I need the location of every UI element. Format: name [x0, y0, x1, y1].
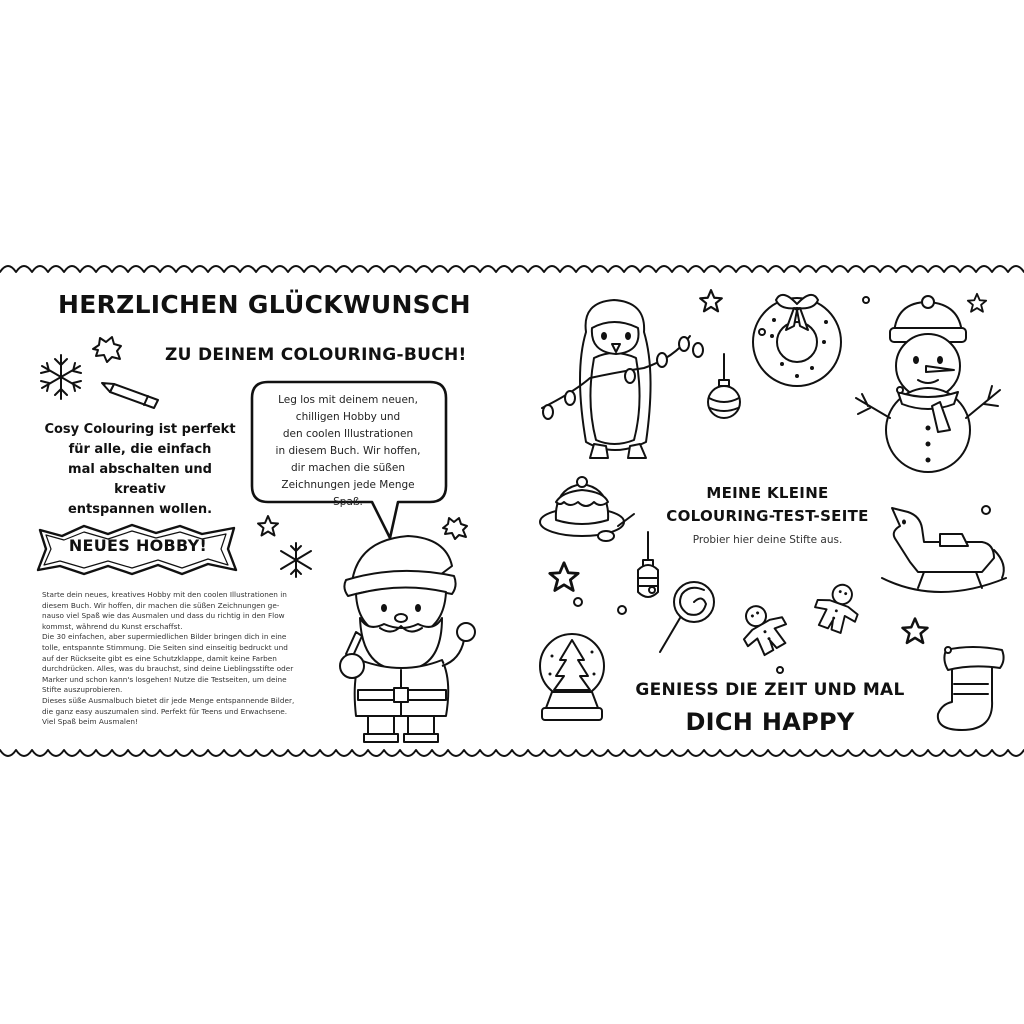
page-subtitle: ZU DEINEM COLOURING-BUCH!: [165, 345, 467, 365]
lead-line: Cosy Colouring ist perfekt: [44, 422, 236, 437]
wavy-border-bottom: [0, 738, 1024, 768]
body-paragraph: [42, 590, 327, 728]
body-line: Stifte auszuprobieren.: [42, 685, 123, 695]
body-line: Die 30 einfachen, aber supermiedlichen Bilder bringen dich in eine: [42, 632, 287, 642]
speech-line: in diesem Buch. Wir hoffen,: [275, 445, 421, 457]
lead-line: entspannen wollen.: [67, 502, 213, 517]
body-line: die ganz easy auszumalen sind. Perfekt für Teens und Erwachsene.: [42, 706, 288, 716]
lead-line: für alle, die einfach: [68, 442, 212, 457]
decoration-dots: [540, 290, 1020, 730]
body-line: nauso viel Spaß wie das Ausmalen und dass du richtig in den Flow: [42, 611, 285, 621]
page-title: HERZLICHEN GLÜCKWUNSCH: [58, 290, 471, 319]
body-line: tolle, entspannte Stimmung. Die Seiten sind einseitig bedruckt und: [42, 642, 288, 652]
body-line: Dieses süße Ausmalbuch bietet dir jede Menge entspannende Bilder,: [42, 695, 295, 705]
body-line: Starte dein neues, kreatives Hobby mit den coolen Illustrationen in: [42, 590, 287, 599]
snowflake-icon: [36, 352, 86, 402]
wavy-border-top: [0, 252, 1024, 282]
body-line: auf der Rückseite gibt es eine Schutzklappe, damit keine Farben: [42, 653, 277, 663]
test-title-line: MEINE KLEINE: [706, 484, 829, 502]
body-line: Marker und schon kann's losgehen! Nutze die Testseiten, um deine: [42, 674, 287, 684]
speech-line: Zeichnungen jede Menge Spaß.: [281, 479, 415, 508]
enjoy-heading-line2: DICH HAPPY: [685, 708, 855, 736]
star-icon: [256, 514, 280, 538]
santa-illustration: [318, 520, 480, 744]
pencil-icon: [100, 378, 162, 410]
test-page-subtitle: Probier hier deine Stifte aus.: [692, 534, 843, 546]
speech-line: den coolen Illustrationen: [282, 428, 414, 440]
lead-text: [40, 420, 240, 520]
body-line: durchdrücken. Alles, was du brauchst, sind deine Lieblingsstifte oder: [42, 664, 294, 674]
body-line: diesem Buch. Wir hoffen, dir machen die süßen Zeichnungen ge-: [42, 600, 280, 610]
hobby-badge-label: NEUES HOBBY!: [68, 536, 208, 555]
speech-line: chilligen Hobby und: [295, 411, 401, 423]
test-title-line: COLOURING-TEST-SEITE: [666, 507, 869, 525]
speech-bubble-text: [268, 392, 428, 511]
holly-leaf-icon: [90, 335, 124, 363]
speech-line: Leg los mit deinem neuen,: [278, 394, 418, 406]
body-line: kommst, während du Kunst erschaffst.: [42, 621, 183, 631]
enjoy-heading-line1: GENIESS DIE ZEIT UND MAL: [635, 680, 905, 700]
body-line: Viel Spaß beim Ausmalen!: [42, 717, 138, 727]
speech-line: dir machen die süßen: [290, 462, 405, 474]
snowflake-icon: [276, 540, 316, 580]
lead-line: mal abschalten und kreativ: [68, 462, 212, 497]
